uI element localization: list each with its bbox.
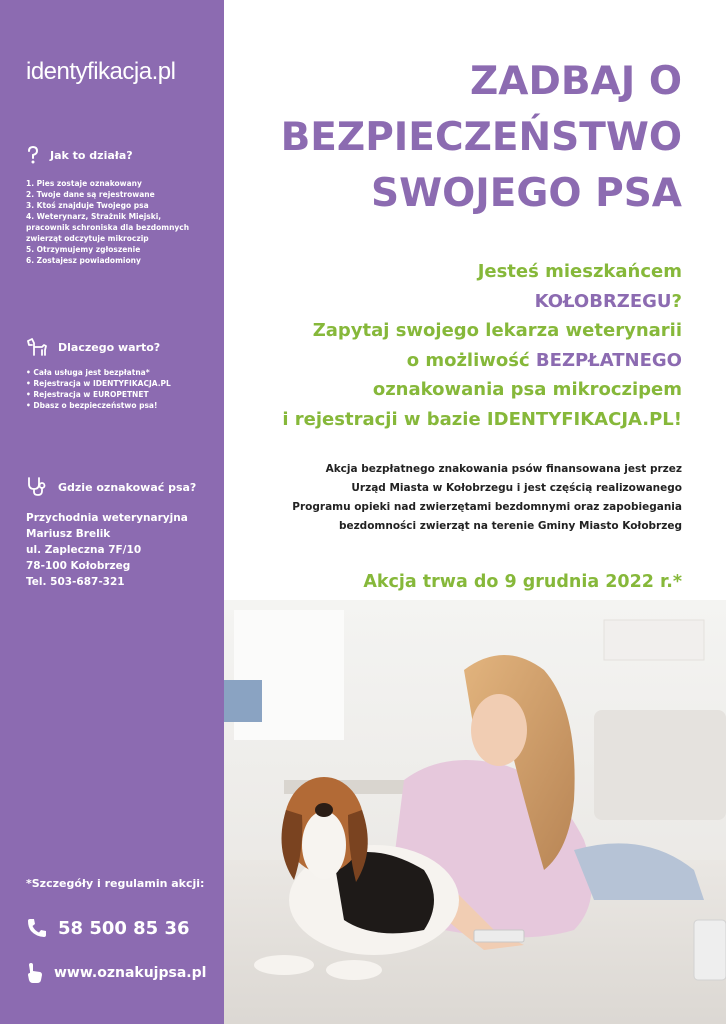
pointing-hand-icon [26, 962, 44, 984]
where-heading [26, 477, 196, 497]
city-name: KOŁOBRZEGU [534, 290, 672, 312]
question-line [202, 346, 682, 376]
title-line: BEZPIECZEŃSTWO [280, 115, 682, 160]
stethoscope-icon [26, 477, 48, 497]
phone-icon [26, 917, 48, 939]
why-worth-title: Dlaczego warto? [58, 340, 161, 354]
funding-line: Urząd Miasta w Kołobrzegu i jest częścią realizowanego [351, 482, 682, 494]
address-line: Mariusz Brelik [26, 528, 111, 540]
question-line: oznakowania psa mikroczipem [372, 379, 682, 400]
how-it-works-heading [26, 146, 133, 164]
sidebar [0, 0, 224, 1024]
phone-number: 58 500 85 36 [58, 917, 190, 939]
list-item: 3. Ktoś znajduje Twojego psa [26, 201, 149, 210]
funding-line: Programu opieki nad zwierzętami bezdomnymi oraz zapobiegania [292, 501, 682, 513]
resident-question [202, 257, 682, 434]
how-it-works-title: Jak to działa? [50, 148, 133, 162]
list-item: pracownik schroniska dla bezdomnych [26, 223, 190, 232]
funding-line: Akcja bezpłatnego znakowania psów finansowana jest przez [325, 463, 682, 475]
list-item: 1. Pies zostaje oznakowany [26, 179, 142, 188]
title-line: SWOJEGO PSA [370, 171, 682, 216]
question-line: Zapytaj swojego lekarza weterynarii [312, 320, 682, 341]
funding-note [222, 460, 682, 536]
list-item: 2. Twoje dane są rejestrowane [26, 190, 155, 199]
logo: identyfikacja.pl [26, 58, 176, 85]
address-line: Przychodnia weterynaryjna [26, 512, 188, 524]
clinic-address [26, 510, 188, 590]
where-title: Gdzie oznakować psa? [58, 480, 197, 494]
dog-icon [26, 338, 48, 356]
reasons-list [26, 367, 216, 411]
title-line: ZADBAJ O [470, 59, 682, 104]
why-worth-heading [26, 338, 160, 356]
question-line [202, 287, 682, 317]
list-item: zwierząt odczytuje mikroczip [26, 234, 149, 243]
address-line: Tel. 503-687-321 [26, 576, 125, 588]
steps-list [26, 178, 216, 266]
free-word: BEZPŁATNEGO [535, 349, 682, 371]
address-line: ul. Zapleczna 7F/10 [26, 544, 142, 556]
list-item: • Rejestracja w EUROPETNET [26, 390, 149, 399]
details-label: *Szczegóły i regulamin akcji: [26, 877, 205, 890]
list-item: • Cała usługa jest bezpłatna* [26, 368, 150, 377]
website-link[interactable]: www.oznakujpsa.pl [54, 965, 207, 981]
phone-row[interactable] [26, 917, 190, 939]
list-item: • Dbasz o bezpieczeństwo psa! [26, 401, 158, 410]
question-mark: ? [671, 290, 682, 312]
question-line: Jesteś mieszkańcem [477, 261, 682, 282]
question-line: i rejestracji w bazie IDENTYFIKACJA.PL! [282, 408, 682, 430]
website-row[interactable] [26, 962, 206, 984]
possibility-text: o możliwość [406, 349, 536, 371]
deadline-text: Akcja trwa do 9 grudnia 2022 r.* [363, 572, 682, 592]
page-title [262, 54, 682, 222]
list-item: 4. Weterynarz, Strażnik Miejski, [26, 212, 162, 221]
question-mark-icon [26, 146, 40, 164]
funding-line: bezdomności zwierząt na terenie Gminy Miasto Kołobrzeg [338, 520, 682, 532]
list-item: 5. Otrzymujemy zgłoszenie [26, 245, 141, 254]
woman-with-dog-photo [224, 600, 726, 1024]
address-line: 78-100 Kołobrzeg [26, 560, 131, 572]
list-item: • Rejestracja w IDENTYFIKACJA.PL [26, 379, 171, 388]
list-item: 6. Zostajesz powiadomiony [26, 256, 141, 265]
